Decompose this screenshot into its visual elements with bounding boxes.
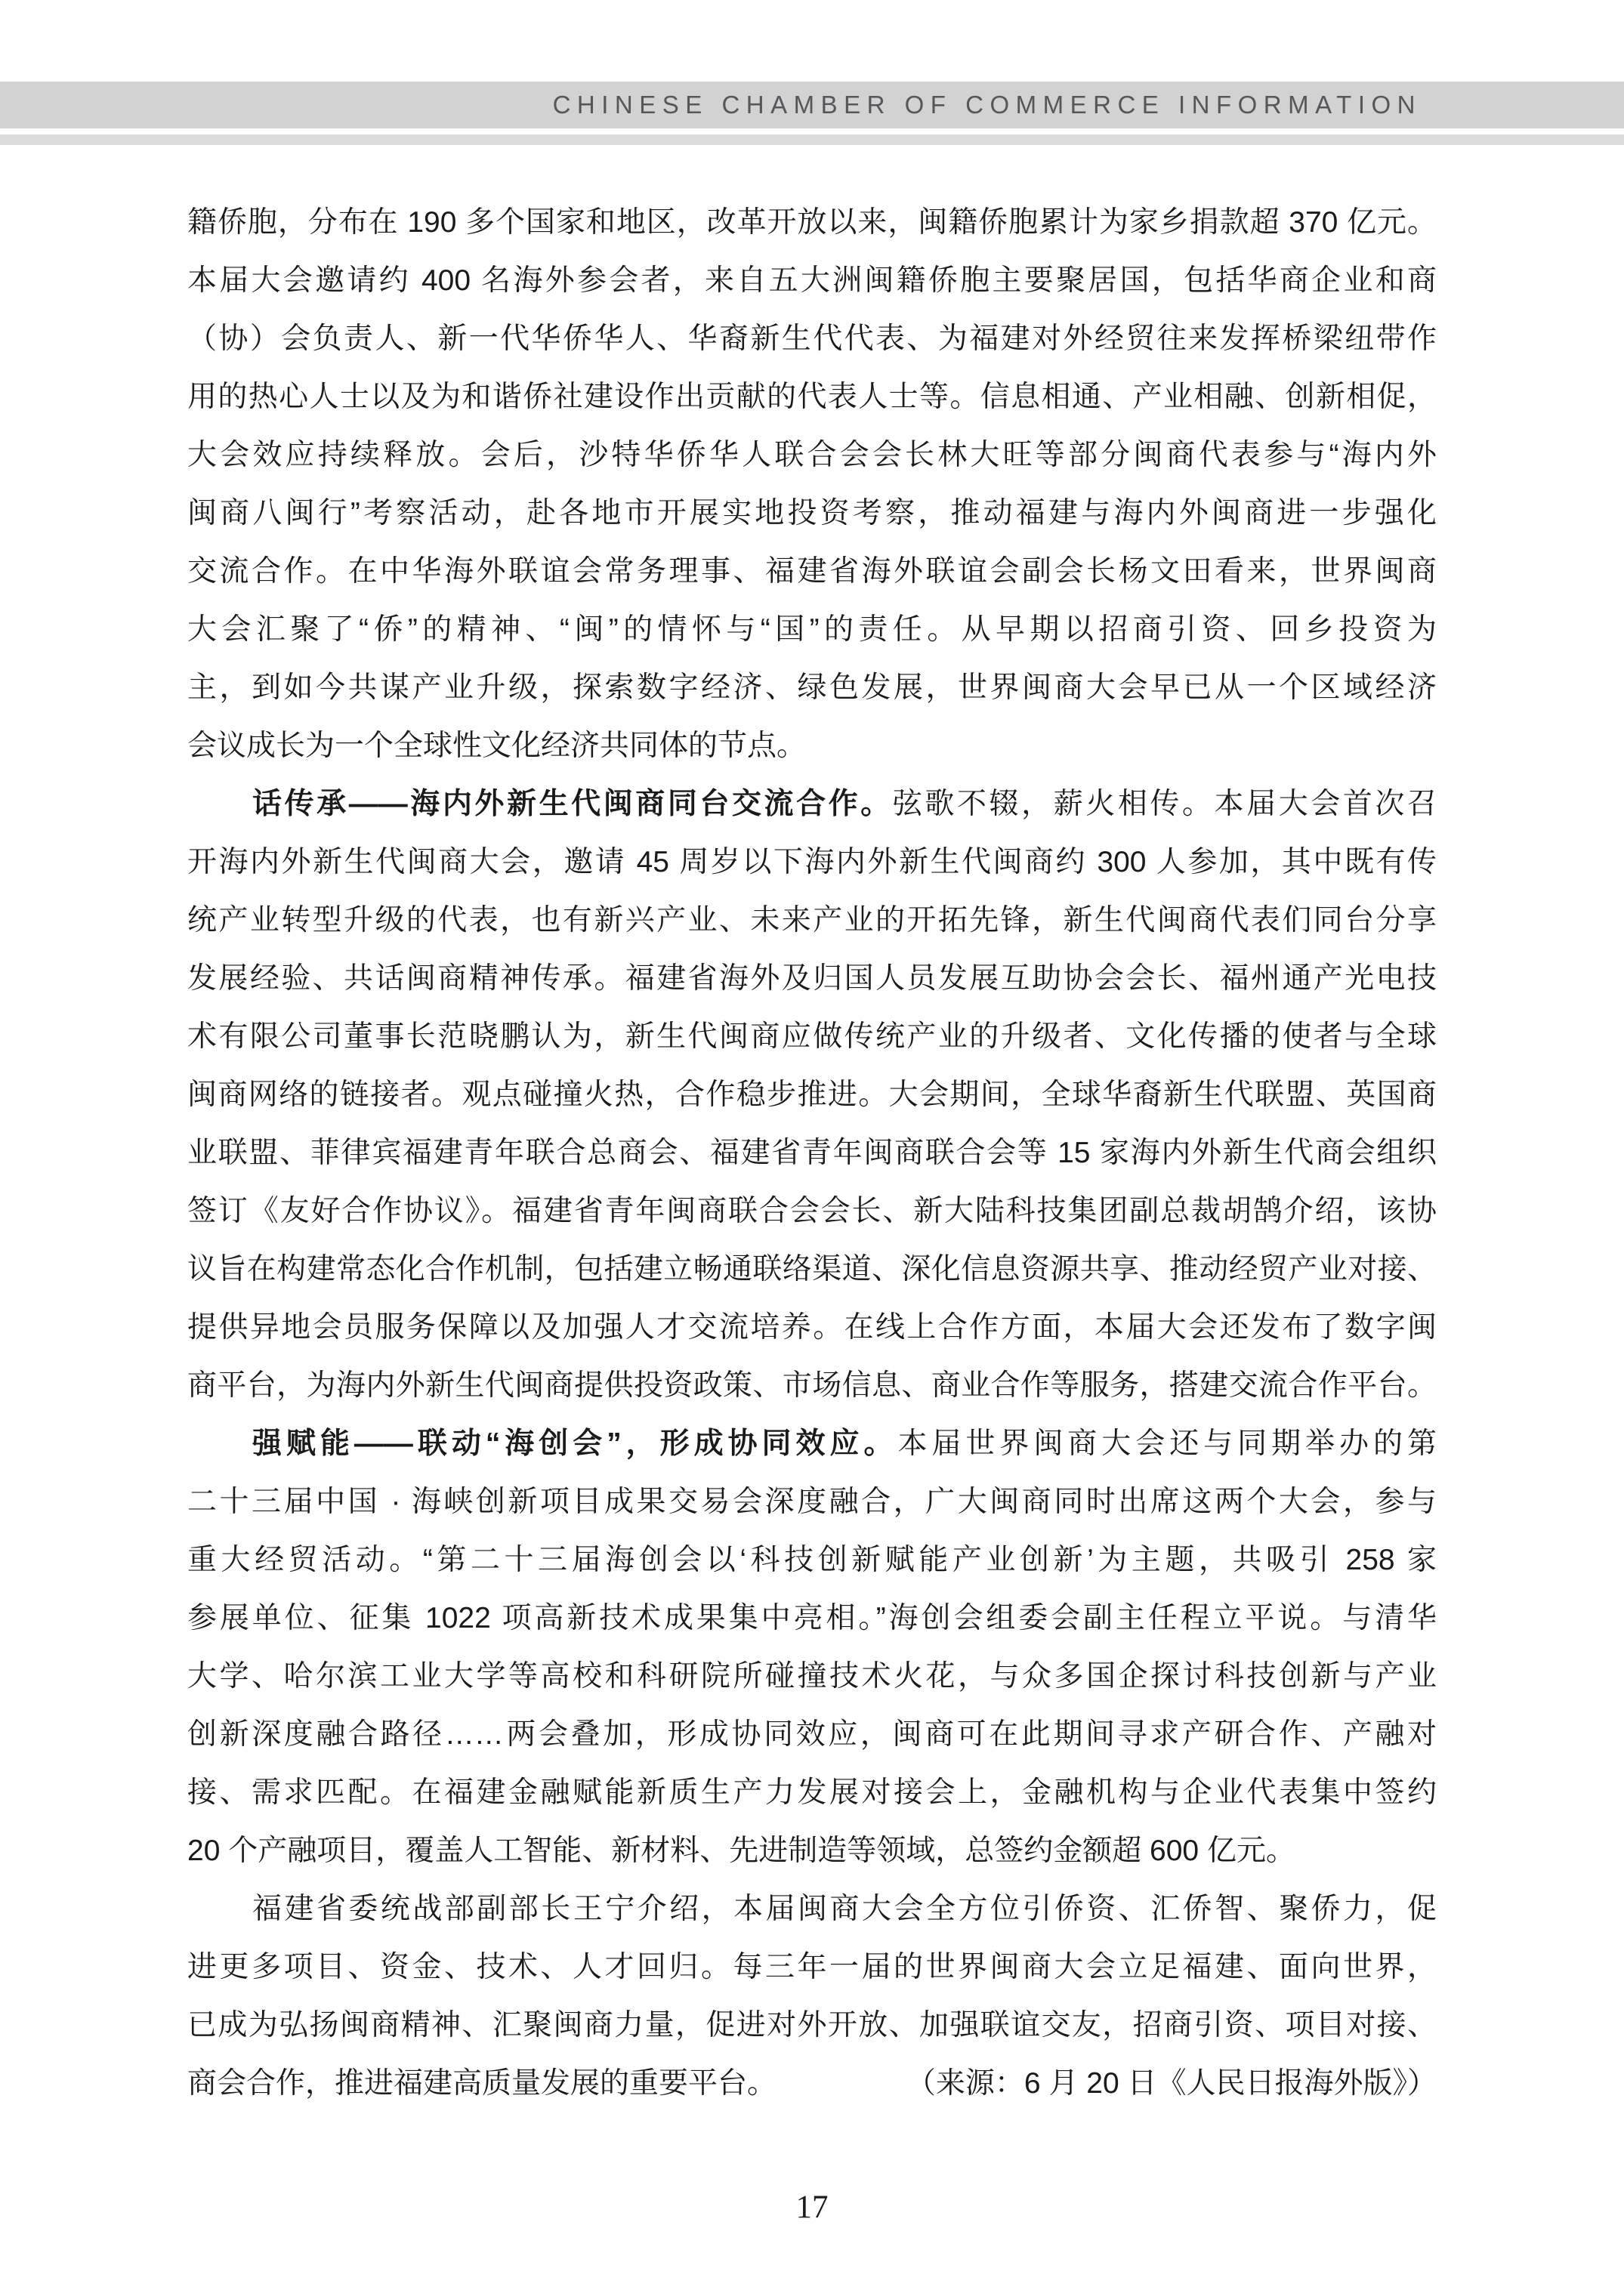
body-line: 已成为弘扬闽商精神、汇聚闽商力量，促进对外开放、加强联谊交友，招商引资、项目对接、	[187, 2009, 1437, 2041]
body-line: 籍侨胞，分布在 190 多个国家和地区，改革开放以来，闽籍侨胞累计为家乡捐款超 370 亿元。	[187, 206, 1437, 239]
body-line: 创新深度融合路径……两会叠加，形成协同效应，闽商可在此期间寻求产研合作、产融对	[187, 1718, 1437, 1751]
body-line: 大会效应持续释放。会后，沙特华侨华人联合会会长林大旺等部分闽商代表参与“海内外	[187, 439, 1437, 471]
body-line: 参展单位、征集 1022 项高新技术成果集中亮相。”海创会组委会副主任程立平说。与清华	[187, 1602, 1437, 1634]
body-line: 商平台，为海内外新生代闽商提供投资政策、市场信息、商业合作等服务，搭建交流合作平台。	[187, 1369, 1437, 1402]
body-line	[187, 2054, 1437, 2112]
body-line: 用的热心人士以及为和谐侨社建设作出贡献的代表人士等。信息相通、产业相融、创新相促，	[187, 381, 1437, 413]
body-line: 本届大会邀请约 400 名海外参会者，来自五大洲闽籍侨胞主要聚居国，包括华商企业和商	[187, 264, 1437, 297]
body-line: 会议成长为一个全球性文化经济共同体的节点。	[187, 730, 807, 762]
body-line: 开海内外新生代闽商大会，邀请 45 周岁以下海内外新生代闽商约 300 人参加，其中既有传	[187, 846, 1437, 878]
page-header-title: CHINESE CHAMBER OF COMMERCE INFORMATION	[552, 91, 1422, 119]
body-line: 大学、哈尔滨工业大学等高校和科研院所碰撞技术火花，与众多国企探讨科技创新与产业	[187, 1660, 1437, 1693]
body-line: 议旨在构建常态化合作机制，包括建立畅通联络渠道、深化信息资源共享、推动经贸产业对接、	[187, 1253, 1437, 1285]
body-line: 提供异地会员服务保障以及加强人才交流培养。在线上合作方面，本届大会还发布了数字闽	[187, 1311, 1437, 1344]
body-line: 闽商网络的链接者。观点碰撞火热，合作稳步推进。大会期间，全球华裔新生代联盟、英国商	[187, 1079, 1437, 1111]
body-line: 统产业转型升级的代表，也有新兴产业、未来产业的开拓先锋，新生代闽商代表们同台分享	[187, 904, 1437, 937]
paragraph-lead-bold: 强赋能——联动“海创会”，形成协同效应。	[252, 1427, 898, 1460]
page-number: 17	[795, 2190, 829, 2225]
closing-sentence: 商会合作，推进福建高质量发展的重要平台。	[187, 2067, 777, 2100]
body-line: 签订《友好合作协议》。福建省青年闽商联合会会长、新大陆科技集团副总裁胡鹄介绍，该协	[187, 1195, 1437, 1227]
paragraph-lead-bold: 话传承——海内外新生代闽商同台交流合作。	[252, 788, 893, 820]
body-line: 20 个产融项目，覆盖人工智能、新材料、先进制造等领域，总签约金额超 600 亿元。	[187, 1835, 1295, 1867]
body-line: （协）会负责人、新一代华侨华人、华裔新生代代表、为福建对外经贸往来发挥桥梁纽带作	[187, 323, 1437, 355]
body-line: 进更多项目、资金、技术、人才回归。每三年一届的世界闽商大会立足福建、面向世界，	[187, 1951, 1437, 1983]
body-text	[187, 193, 1437, 2112]
page-header-bar	[0, 82, 1624, 128]
body-line: 业联盟、菲律宾福建青年联合总商会、福建省青年闽商联合会等 15 家海内外新生代商会组织	[187, 1137, 1437, 1169]
body-line: 大会汇聚了“侨”的精神、“闽”的情怀与“国”的责任。从早期以招商引资、回乡投资为	[187, 613, 1437, 646]
body-line: 交流合作。在中华海外联谊会常务理事、福建省海外联谊会副会长杨文田看来，世界闽商	[187, 555, 1437, 588]
body-line: 福建省委统战部副部长王宁介绍，本届闽商大会全方位引侨资、汇侨智、聚侨力，促	[252, 1893, 1437, 1925]
body-line: 强赋能——联动“海创会”，形成协同效应。本届世界闽商大会还与同期举办的第	[252, 1427, 1437, 1460]
body-line: 接、需求匹配。在福建金融赋能新质生产力发展对接会上，金融机构与企业代表集中签约	[187, 1776, 1437, 1809]
body-line: 术有限公司董事长范晓鹏认为，新生代闽商应做传统产业的升级者、文化传播的使者与全球	[187, 1020, 1437, 1053]
body-line: 二十三届中国 · 海峡创新项目成果交易会深度融合，广大闽商同时出席这两个大会，参与	[187, 1486, 1437, 1518]
body-line: 主，到如今共谋产业升级，探索数字经济、绿色发展，世界闽商大会早已从一个区域经济	[187, 671, 1437, 704]
body-line: 闽商八闽行”考察活动，赴各地市开展实地投资考察，推动福建与海内外闽商进一步强化	[187, 497, 1437, 529]
page-header-rule	[0, 134, 1624, 145]
body-line: 发展经验、共话闽商精神传承。福建省海外及归国人员发展互助协会会长、福州通产光电技	[187, 962, 1437, 995]
source-citation: （来源：6 月 20 日《人民日报海外版》）	[906, 2067, 1437, 2100]
body-line: 重大经贸活动。“第二十三届海创会以‘科技创新赋能产业创新’为主题，共吸引 258 家	[187, 1544, 1437, 1576]
body-line: 话传承——海内外新生代闽商同台交流合作。弦歌不辍，薪火相传。本届大会首次召	[252, 788, 1437, 820]
